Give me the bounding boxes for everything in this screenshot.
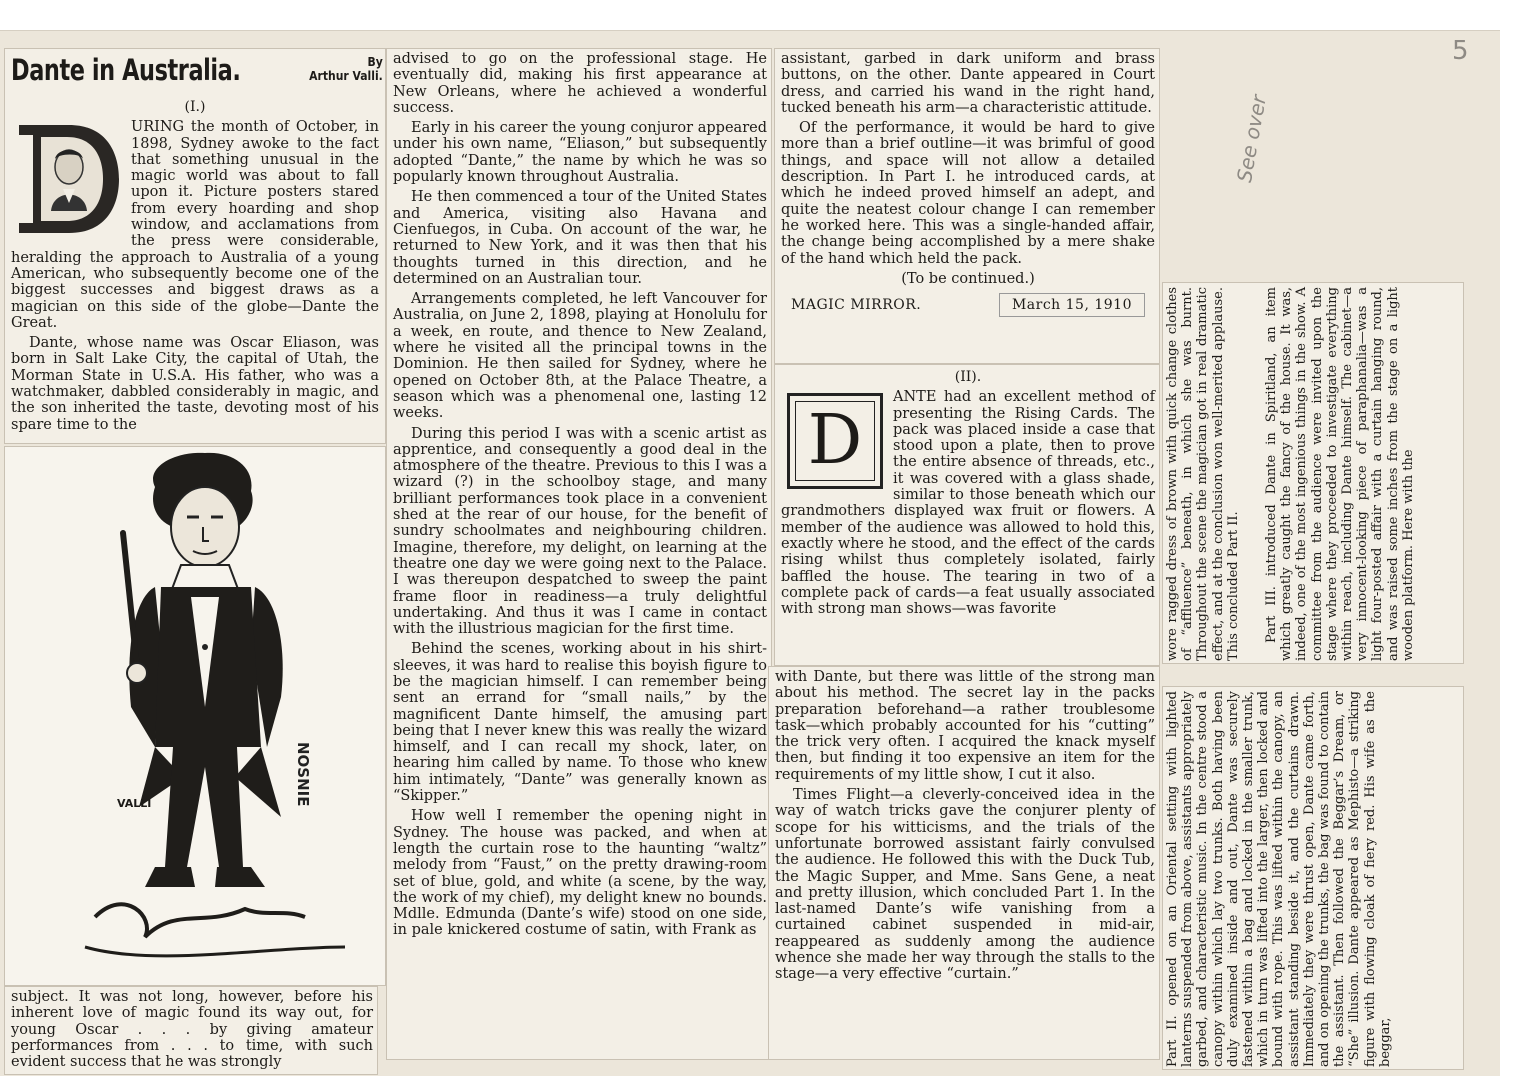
pencil-note: See over: [1232, 93, 1271, 185]
article-title: Dante in Australia.: [11, 53, 241, 87]
part-2-label: (II).: [954, 369, 982, 385]
column-1-paragraph-2: Dante, whose name was Oscar Eliason, was born in Salt Lake City, the capital of Utah, the Morman State in U.S.A. His father, who was a watchmaker, dabbled considerably in magic, and the son inherited the taste, devoting most of his spare time to the: [11, 335, 379, 433]
column-3-part2-clipping: [774, 364, 1160, 666]
dropcap-box: [787, 393, 883, 489]
rotated-paragraph-c: Part II. opened on an Oriental setting with lighted lanterns suspended from above, assistants appropriately garbed, and characteristic music. In the centre stood a canopy within which lay two trunks. Both having been duly examined inside and out, Dante was securely fastened within a bag and locked in the smaller trunk, which in turn was lifted into the larger, then locked and bound with rope. This was lifted within the canopy, an assistant standing beside it, and the curtains drawn. Immediately they were thrust open, Dante came forth, and on opening the trunks, the bag was found to contain the assistant. Then followed the Beggar’s Dream, or “She” illusion. Dante appeared as Mephisto—a striking figure with flowing cloak of fiery red. His wife as the beggar,: [1165, 691, 1393, 1067]
column-2-paragraph-7: How well I remember the opening night in Sydney. The house was packed, and when at length the curtain rose to the haunting “waltz” melody from “Faust,” on the pretty drawing-room set of blue, gold, and white (a scene, by the way, the work of my chief), my delight knew no bounds. Mdlle. Edmunda (Dante’s wife) stood on one side, in pale knickered costume of satin, with Frank as: [393, 808, 767, 939]
rotated-clipping-bottom-text: [1163, 687, 1464, 1070]
column-3-paragraph-1: assistant, garbed in dark uniform and brass buttons, on the other. Dante appeared in Court dress, and carried his wand in the right hand, tucked beneath his arm—a characteristic attitude.: [781, 51, 1155, 116]
column-2-paragraph-3: He then commenced a tour of the United States and America, visiting also Havana and Cienfuegos, in Cuba. On account of the war, he returned to New York, and it was then that his thoughts turned in this direction, and he determined on an Australian tour.: [393, 189, 767, 287]
rotated-clipping-part3-text: [1262, 283, 1464, 664]
column-2-paragraph-1: advised to go on the professional stage. He eventually did, making his first appearance at New Orleans, where he achieved a wonderful success.: [393, 51, 767, 116]
column-1-bottom-text: [5, 987, 378, 1075]
column-3-paragraph-2: Of the performance, it would be hard to give more than a brief outline—it was brimful of good things, and space will not allow a detailed description. In Part I. he introduced cards, at which he indeed proved himself an adept, and quite the neatest colour change I can remember he worked here. This was a single-handed affair, the change being accomplished by a mere shake of the hand which held the pack.: [781, 120, 1155, 267]
rotated-paragraph-b: Part III. introduced Dante in Spiritland, an item which greatly caught the fancy of the house. It was, indeed, one of the most ingenious things in the show. A committee from the audience were invited upon the stage where they proceeded to investigate everything within reach, including Dante himself. The cabinet—a very innocent-looking piece of paraphanalia—was a light four-posted affair with a curtain hanging round, and was raised some inches from the stage on a light wooden platform. Here with the: [1264, 287, 1416, 661]
column-2-clipping: [386, 48, 772, 1060]
caricature-artist: VALLI: [117, 797, 152, 810]
column-1-bottom-paragraph: subject. It was not long, however, before his inherent love of magic found its way out, for young Oscar . . . by giving amateur performances from . . . to time, with such evident success that he was strongly: [11, 989, 373, 1071]
issue-date: March 15, 1910: [999, 293, 1145, 317]
byline-by: By: [367, 55, 383, 69]
column-3-bottom-text: [769, 667, 1160, 989]
caricature-clipping: [4, 446, 386, 986]
column-3-part2-text: [775, 365, 1160, 623]
dropcap-portrait: [11, 119, 123, 237]
column-1-clipping: [4, 48, 386, 444]
rotated-paragraph-a: wore ragged dress of brown with quick change clothes of “affluence” beneath, in which she was burnt. Throughout the scene the magician got in real dramatic effect, and at the conclusion won well-merited applause. This concluded Part II.: [1165, 287, 1241, 661]
column-2-paragraph-5: During this period I was with a scenic artist as apprentice, and consequently a good deal in the atmosphere of the theatre. Previous to this I was a wizard (?) in the schoolboy stage, and many brilliant performances took place in a convenient shed at the rear of our house, for the benefit of sundry schoolmates and neighbouring children. Imagine, therefore, my delight, on learning at the theatre one day we were going next to the Palace. I was thereupon despatched to sweep the paint frame floor in readiness—a truly delightful undertaking. And thus it was I came in contact with the illustrious magician for the first time.: [393, 425, 767, 638]
column-1-paragraph-1-text: URING the month of October, in 1898, Sydney awoke to the fact that something unusual in the magic world was about to fall upon it. Picture posters stared from every hoarding and shop window, and acclamations from the press were considerable, heralding the approach to Australia of a young American, who subsequently become one of the biggest successes and biggest draws as a magician on this side of the globe—Dante the Great.: [11, 119, 379, 331]
column-2-paragraph-4: Arrangements completed, he left Vancouver for Australia, on June 2, 1898, playing at Honolulu for a week, en route, and thence to New Zealand, where he visited all the principal towns in the Dominion. He then sailed for Sydney, where he opened on October 8th, at the Palace Theatre, a season which was a phenomenal one, lasting 12 weeks.: [393, 291, 767, 422]
column-3-paragraph-3: ANTE had an excellent method of presenting the Rising Cards. The pack was placed inside a case that stood upon a plate, then to prove the entire absence of threads, etc., it was covered with a glass shade, similar to those beneath which our grandmothers displayed wax fruit or flowers. A member of the audience was allowed to hold this, exactly where he stood, and the effect of the cards rising whilst thus completely isolated, fairly baffled the house. The tearing in two of a complete pack of cards—a feat usually associated with strong man shows—was favorite: [781, 389, 1155, 618]
byline: [309, 55, 383, 83]
dante-caricature-icon: [5, 447, 385, 985]
column-3-paragraph-4: with Dante, but there was little of the strong man about his method. The secret lay in the packs preparation beforehand—a rather troublesome task—which probably accounted for his “cutting” the trick very often. I acquired the knack myself then, but finding it too expensive an item for the requirements of my little show, I cut it also.: [775, 669, 1155, 783]
rotated-clipping-top-part3: [1262, 282, 1464, 664]
dropcap-portrait-icon: [11, 119, 123, 237]
column-2-paragraph-6: Behind the scenes, working about in his shirt-sleeves, it was hard to realise this boyish figure to be the magician himself. I can remember being sent an errand for “small nails,” by the magnificent Dante himself, the amusing part being that I never knew this was really the wizard himself, and I can recall my shock, later, on hearing him called by name. To those who knew him intimately, “Dante” was generally known as “Skipper.”: [393, 641, 767, 805]
dropcap-d: D: [807, 401, 863, 481]
to-be-continued: (To be continued.): [901, 270, 1035, 287]
magazine-name: MAGIC MIRROR.: [791, 297, 922, 314]
rotated-clipping-bottom: [1162, 686, 1464, 1070]
column-1-text: [5, 95, 385, 439]
column-3-top-clipping: [774, 48, 1160, 364]
headline: [7, 51, 385, 95]
column-3-paragraph-5: Times Flight—a cleverly-conceived idea in the way of watch tricks gave the conjurer plenty of scope for his witticisms, and the trials of the unfortunate borrowed assistant fairly convulsed the audience. He followed this with the Duck Tub, the Magic Supper, and Mme. Sans Gene, a neat and pretty illusion, which concluded Part 1. In the last-named Dante’s wife vanishing from a curtained cabinet suspended in mid-air, reappeared as suddenly among the audience whence she made her way through the stalls to the stage—a very effective “curtain.”: [775, 787, 1155, 983]
column-3-top-text: [775, 49, 1160, 325]
part-1-label: (I.): [184, 99, 206, 115]
column-1-bottom-clipping: [4, 986, 378, 1075]
side-stamp: NOSNIE: [294, 742, 312, 807]
byline-author: Arthur Valli.: [309, 69, 383, 83]
magazine-header: [781, 287, 1155, 323]
column-3-bottom-clipping: [768, 666, 1160, 1060]
page-number: 5: [1452, 36, 1469, 66]
column-2-paragraph-2: Early in his career the young conjuror appeared under his own name, “Eliason,” but subsequently adopted “Dante,” the name by which he was so popularly known throughout Australia.: [393, 120, 767, 186]
column-2-text: [387, 49, 772, 945]
